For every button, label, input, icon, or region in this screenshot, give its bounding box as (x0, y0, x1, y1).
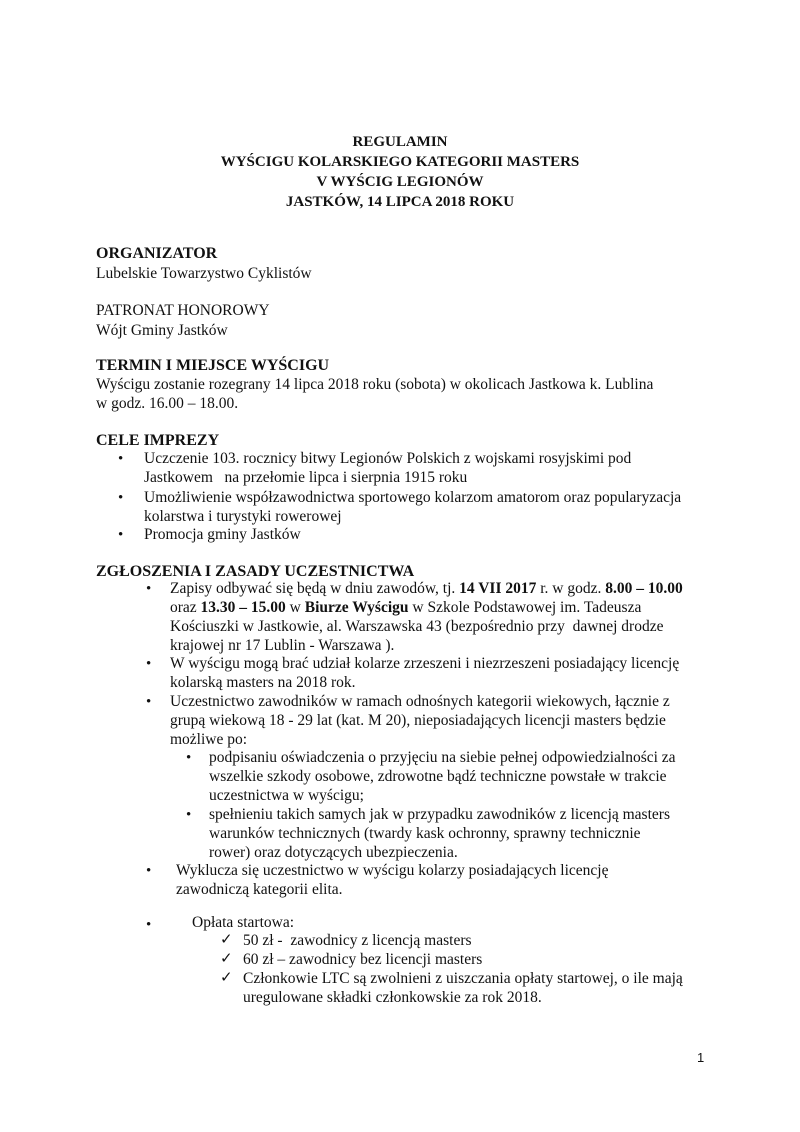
bullet-icon: • (146, 917, 152, 933)
zgloszenia-item-1-line-2 (170, 598, 641, 617)
zgloszenia-item-3-line-1: Uczestnictwo zawodników w ramach odnośnych kategorii wiekowych, łącznie z (170, 693, 670, 710)
bullet-icon: • (146, 581, 152, 597)
cele-item-1-line-1: Uczczenie 103. rocznicy bitwy Legionów Polskich z wojskami rosyjskimi pod (144, 450, 632, 467)
registration-date: 14 VII 2017 (459, 580, 537, 597)
cele-item-3-line-1: Promocja gminy Jastków (144, 526, 301, 543)
check-icon: ✓ (220, 932, 233, 948)
document-title (0, 132, 800, 212)
registration-hours-1: 8.00 – 10.00 (605, 580, 683, 597)
text-span: w Szkole Podstawowej im. Tadeusza (408, 599, 642, 616)
page-number: 1 (697, 1050, 705, 1065)
cele-item-2-line-1: Umożliwienie współzawodnictwa sportowego kolarzom amatorom oraz popularyzacja (144, 489, 682, 506)
zgloszenia-item-1-line-1 (170, 579, 683, 598)
termin-heading: TERMIN I MIEJSCE WYŚCIGU (96, 357, 330, 374)
zgloszenia-item-3-line-2: grupą wiekową 18 - 29 lat (kat. M 20), nieposiadających licencji masters będzie (170, 712, 666, 729)
title-line-3: V WYŚCIG LEGIONÓW (316, 174, 484, 190)
cele-heading: CELE IMPREZY (96, 432, 220, 449)
sub-item-2-line-1: spełnieniu takich samych jak w przypadku zawodników z licencją masters (209, 806, 670, 823)
text-span: w (285, 599, 305, 616)
check-icon: ✓ (220, 951, 233, 967)
zgloszenia-item-4-line-1: Wyklucza się uczestnictwo w wyścigu kolarzy posiadających licencję (176, 862, 609, 879)
fee-item-1: 50 zł - zawodnicy z licencją masters (243, 932, 472, 949)
bullet-icon: • (146, 863, 152, 879)
zgloszenia-item-1-line-4: krajowej nr 17 Lublin - Warszawa ). (170, 637, 395, 654)
registration-hours-2: 13.30 – 15.00 (200, 599, 286, 616)
sub-item-2-line-2: warunków technicznych (twardy kask ochronny, sprawny technicznie (209, 825, 641, 842)
bullet-icon: • (118, 451, 124, 467)
fee-item-3-line-2: uregulowane składki członkowskie za rok 2018. (243, 989, 542, 1006)
organizator-text: Lubelskie Towarzystwo Cyklistów (96, 265, 312, 282)
termin-line-2: w godz. 16.00 – 18.00. (96, 395, 239, 412)
fee-item-3-line-1: Członkowie LTC są zwolnieni z uiszczania opłaty startowej, o ile mają (243, 970, 683, 987)
zgloszenia-heading: ZGŁOSZENIA I ZASADY UCZESTNICTWA (96, 563, 415, 580)
bullet-icon: • (186, 750, 192, 766)
patronat-text: Wójt Gminy Jastków (96, 322, 228, 339)
title-line-1: REGULAMIN (352, 134, 448, 150)
bullet-icon: • (146, 656, 152, 672)
cele-item-2-line-2: kolarstwa i turystyki rowerowej (144, 508, 342, 525)
text-span: Zapisy odbywać się będą w dniu zawodów, tj. (170, 580, 460, 597)
zgloszenia-item-2-line-2: kolarską masters na 2018 rok. (170, 674, 356, 691)
fee-label: Opłata startowa: (192, 914, 295, 931)
check-icon: ✓ (220, 970, 233, 986)
zgloszenia-item-3-line-3: możliwe po: (170, 731, 248, 748)
title-line-4: JASTKÓW, 14 LIPCA 2018 ROKU (285, 194, 515, 210)
sub-item-1-line-1: podpisaniu oświadczenia o przyjęciu na siebie pełnej odpowiedzialności za (209, 749, 676, 766)
sub-item-2-line-3: rower) oraz dotyczących ubezpieczenia. (209, 844, 458, 861)
race-office: Biurze Wyścigu (304, 599, 409, 616)
patronat-heading: PATRONAT HONOROWY (96, 302, 270, 319)
cele-item-1-line-2: Jastkowem na przełomie lipca i sierpnia 1915 roku (144, 469, 468, 486)
organizator-heading: ORGANIZATOR (96, 245, 218, 262)
text-span: oraz (170, 599, 201, 616)
zgloszenia-item-1-line-3: Kościuszki w Jastkowie, al. Warszawska 43 (bezpośrednio przy dawnej drodze (170, 618, 664, 635)
sub-item-1-line-3: uczestnictwa w wyścigu; (209, 787, 364, 804)
sub-item-1-line-2: wszelkie szkody osobowe, zdrowotne bądź techniczne powstałe w trakcie (209, 768, 667, 785)
termin-line-1: Wyścigu zostanie rozegrany 14 lipca 2018 roku (sobota) w okolicach Jastkowa k. Lublina (96, 376, 654, 393)
zgloszenia-item-2-line-1: W wyścigu mogą brać udział kolarze zrzeszeni i niezrzeszeni posiadający licencję (170, 655, 680, 672)
zgloszenia-item-4-line-2: zawodniczą kategorii elita. (176, 881, 343, 898)
text-span: r. w godz. (536, 580, 606, 597)
bullet-icon: • (186, 807, 192, 823)
bullet-icon: • (118, 527, 124, 543)
fee-item-2: 60 zł – zawodnicy bez licencji masters (243, 951, 483, 968)
bullet-icon: • (146, 694, 152, 710)
title-line-2: WYŚCIGU KOLARSKIEGO KATEGORII MASTERS (220, 154, 580, 170)
bullet-icon: • (118, 490, 124, 506)
